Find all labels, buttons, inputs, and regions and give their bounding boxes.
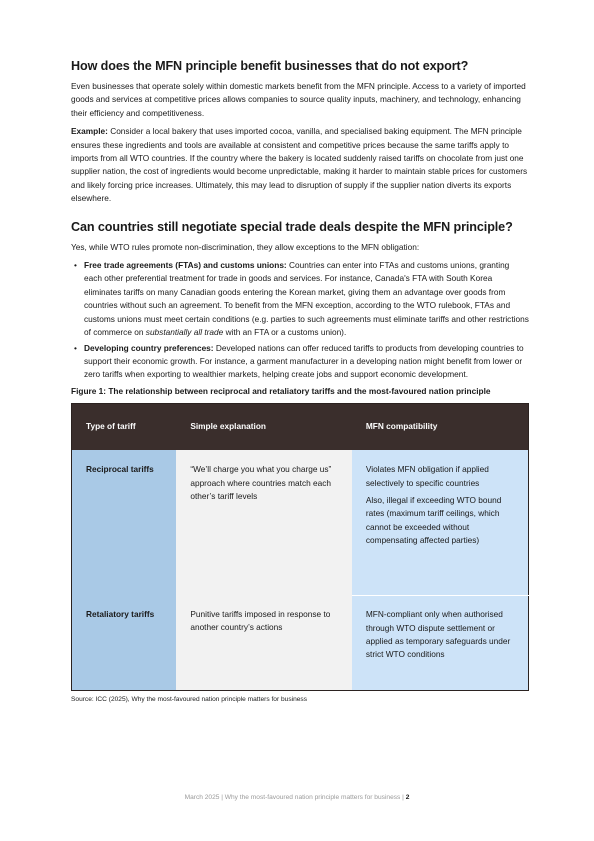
list-item-developing [71,342,529,382]
developing-text: Developed nations can offer reduced tariffs to products from developing countries to support their economic growth. For instance, a garment manufacturer in a developing nation might benefit from lower or zero tariffs when exporting to wealthier markets, helping create jobs and support economic development. [84,342,524,380]
row2-explanation: Punitive tariffs imposed in response to another country’s actions [176,596,352,691]
row1-mfn-line2: Also, illegal if exceeding WTO bound rates (maximum tariff ceilings, which cannot be exceeded without compensating affected parties) [365,494,502,546]
bullet-icon: • [74,260,77,271]
fta-label: Free trade agreements (FTAs) and customs unions: [84,260,287,271]
row2-mfn: MFN-compliant only when authorised through WTO dispute settlement or applied as temporary safeguards under strict WTO conditions [352,596,529,691]
row1-explanation: “We’ll charge you what you charge us” approach where countries match each other’s tariff levels [176,450,352,596]
row1-mfn [352,450,529,596]
section2-intro: Yes, while WTO rules promote non-discrimination, they allow exceptions to the MFN obligation: [71,241,420,252]
page-number: 2 [405,794,410,801]
header-mfn: MFN compatibility [352,404,529,451]
header-type: Type of tariff [72,404,177,451]
page-footer [0,794,594,801]
example-paragraph [71,125,529,205]
row1-mfn-line1: Violates MFN obligation if applied selectively to specific countries [365,464,489,488]
fta-end: with an FTA or a customs union). [223,327,347,338]
table-header-row [72,404,529,451]
example-label: Example: [71,126,108,137]
tariff-table [71,403,529,691]
section1-paragraph: Even businesses that operate solely within domestic markets benefit from the MFN principle. Access to a variety of imported goods and services at competitive prices allows companies to source quality inputs, machinery, and technology, enhancing their efficiency and competitiveness. [71,81,526,118]
exceptions-list [71,259,529,382]
example-text: Consider a local bakery that uses imported cocoa, vanilla, and specialised baking equipment. The MFN principle ensures these ingredients and tools are available at consistent and competitive prices because the same tariffs apply to imports from all WTO countries. If the country where the bakery is located suddenly raised tariffs on chocolate from just one supplier nation, the cost of ingredients would become unpredictable, making it harder to maintain stable prices for customers and likely forcing price increases. Ultimately, this may lead to disruption of supply if the supplier nation diverts its exports elsewhere. [71,126,528,204]
section2-heading: Can countries still negotiate special trade deals despite the MFN principle? [71,219,513,234]
table-row [72,596,529,691]
header-explanation: Simple explanation [176,404,352,451]
row2-type: Retaliatory tariffs [72,596,177,691]
developing-label: Developing country preferences: [84,342,214,353]
figure-caption: Figure 1: The relationship between reciprocal and retaliatory tariffs and the most-favoured nation principle [71,385,491,396]
fta-italic: substantially all trade [145,327,224,338]
document-page [71,58,529,705]
bullet-icon: • [74,342,77,353]
row1-type: Reciprocal tariffs [72,450,177,596]
list-item-fta [71,259,529,339]
footer-text: March 2025 | Why the most-favoured nation principle matters for business | [184,794,406,801]
figure-source: Source: ICC (2025), Why the most-favoured nation principle matters for business [71,696,308,704]
table-row [72,450,529,596]
fta-text: Countries can enter into FTAs and customs unions, granting each other preferential treatment for trade in goods and services. For instance, Canada's FTA with South Korea eliminates tariffs on many Canadian goods entering the Korean market, giving them an advantage over goods from countries without such an agreement. To benefit from the MFN exception, according to the WTO rulebook, FTAs and customs unions must meet certain conditions (e.g. parties to such agreements must eliminate tariffs and other restrictions of commerce on [84,260,529,338]
section1-heading: How does the MFN principle benefit businesses that do not export? [71,59,469,73]
